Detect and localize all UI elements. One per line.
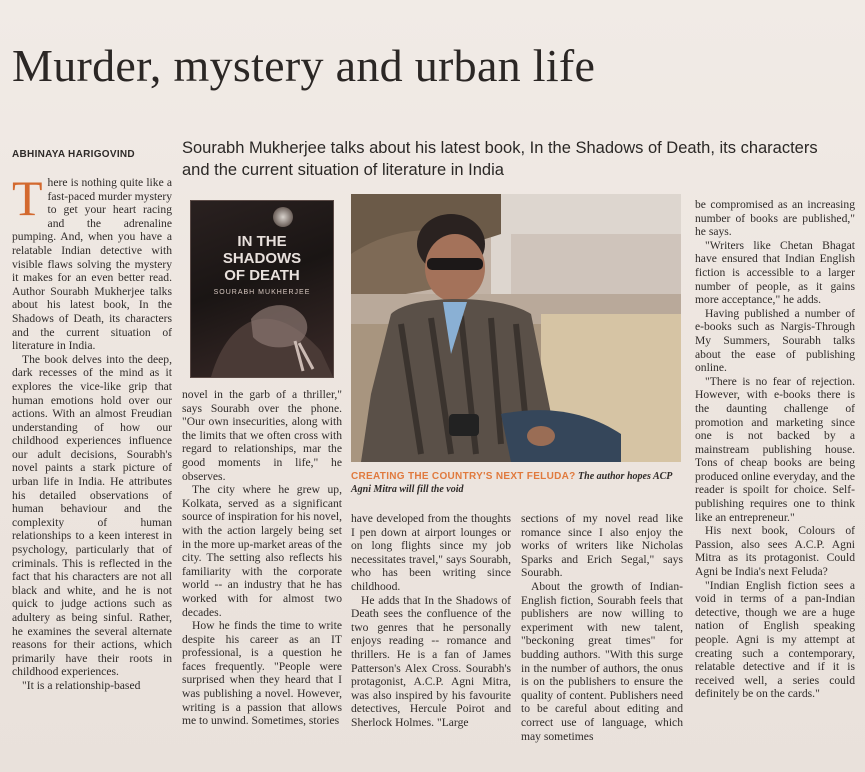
paragraph: sections of my novel read like romance since I also enjoy the works of writers like Nicholas Sparks and Erich Segal," says Sourabh. <box>521 512 683 580</box>
deck-subheading: Sourabh Mukherjee talks about his latest book, In the Shadows of Death, its characters and the current situation of literature in India <box>182 139 818 179</box>
paragraph: The book delves into the deep, dark recesses of the mind as it explores the vice-like grip that human emotions hold over our actions. With an almost Freudian understanding of how our childhood experiences influence our adult decisions, Sourabh's novel paints a stark picture of urban life in India. He attributes his detailed observations of human behaviour and the complexity of human relationships to a keen interest in psychology, particularly that of criminals. This is reflected in the fact that his characters are not all black and white, and he is not quick to judge actions such as adultery as being sinful. Rather, he examines the several alternate reasons for their actions, which primarily have their roots in childhood experiences. <box>12 352 172 679</box>
paragraph-text: here is nothing quite like a fast-paced murder mystery to get your heart racing and the adrenaline pumping. And, when you have a relatable Indian detective with visible flaws solving the mystery it makes for an even better read. Author Sourabh Mukherjee talks about his latest book, In the Shadows of Death, its characters and the current situation of literature in India. <box>12 176 172 353</box>
book-cover-image <box>190 200 334 378</box>
paragraph: His next book, Colours of Passion, also sees A.C.P. Agni Mitra as its protagonist. Could Agni be India's next Feluda? <box>695 524 855 579</box>
article-column-2 <box>182 388 342 728</box>
paragraph: "It is a relationship-based <box>22 678 141 692</box>
drop-cap: T <box>12 170 43 226</box>
paragraph: "Indian English fiction sees a void in terms of a pan-Indian detective, though we are a huge nation of English speaking people. Agni is my attempt at creating such a contemporary, relatable detective and if it is received well, a series could definitely be on the cards." <box>695 578 855 701</box>
paragraph: The city where he grew up, Kolkata, served as a significant source of inspiration for his novel, with the action largely being set in the more up-market areas of the city. The setting also reflects his familiarity with the corporate world -- an industry that he has worked with for almost two decades. <box>182 483 342 619</box>
paragraph: novel in the garb of a thriller," says Sourabh over the phone. "Our own insecurities, along with the limits that we often cross with regard to relationships, mar the good moments in life," he observes. <box>182 388 342 483</box>
article-column-4 <box>521 512 683 743</box>
author-photo <box>351 194 681 462</box>
cover-title-line: SHADOWS <box>222 250 302 267</box>
byline: ABHINAYA HARIGOVIND <box>12 149 135 160</box>
author-photo-art <box>351 194 681 462</box>
caption-text: The author hopes ACP Agni Mitra will fill the void <box>351 471 673 495</box>
cover-title-line: IN THE <box>237 233 287 250</box>
paragraph: About the growth of Indian-English fiction, Sourabh feels that publishers are now willing to experiment with new talent, "beckoning great times" for budding authors. "With this surge in the number of authors, the onus is on the publishers to ensure the quality of content. Publishers need to be careful about editing and correct use of language, which may sometimes <box>521 579 683 743</box>
article-column-1 <box>12 170 172 693</box>
paragraph: have developed from the thoughts I pen down at airport lounges or on long flights since my job necessitates travel," says Sourabh, who has been writing since childhood. <box>351 512 511 593</box>
article-column-5 <box>695 198 855 701</box>
headline: Murder, mystery and urban life <box>12 40 596 91</box>
article-column-3 <box>351 512 511 730</box>
paragraph: How he finds the time to write despite his career as an IT professional, is a question he faces frequently. "People were surprised when they heard that I was publishing a novel. However, writing is a passion that allows me to unwind. Sometimes, stories <box>182 619 342 728</box>
photo-caption <box>351 470 681 496</box>
paragraph: Having published a number of e-books such as Nargis-Through My Summers, Sourabh talks about the ease of publishing online. <box>695 306 855 375</box>
cover-title-line: OF DEATH <box>224 267 300 284</box>
caption-kicker: CREATING THE COUNTRY'S NEXT FELUDA? <box>351 471 576 482</box>
paragraph: "Writers like Chetan Bhagat have ensured that Indian English fiction is accessible to a larger number of people, as it gains more acceptance," he adds. <box>695 238 855 307</box>
book-cover-author: SOURABH MUKHERJEE <box>213 289 311 296</box>
paragraph: "There is no fear of rejection. However, with e-books there is the daunting challenge of promotion and marketing since one is not backed by a mainstream publishing house. Tons of cheap books are being produced online everyday, and the reader is spoilt for choice. Self-publishing requires one to think like an entrepreneur." <box>695 374 855 524</box>
paragraph: He adds that In the Shadows of Death sees the confluence of the two genres that he personally enjoys reading -- romance and thrillers. He is a fan of James Patterson's Alex Cross. Sourabh's protagonist, A.C.P. Agni Mitra, was also inspired by his favourite detectives, Hercule Poirot and Sherlock Holmes. "Large <box>351 593 511 729</box>
book-cover-title <box>191 233 333 284</box>
paragraph: be compromised as an increasing number of books are published," he says. <box>695 198 855 239</box>
paragraph <box>12 170 172 353</box>
